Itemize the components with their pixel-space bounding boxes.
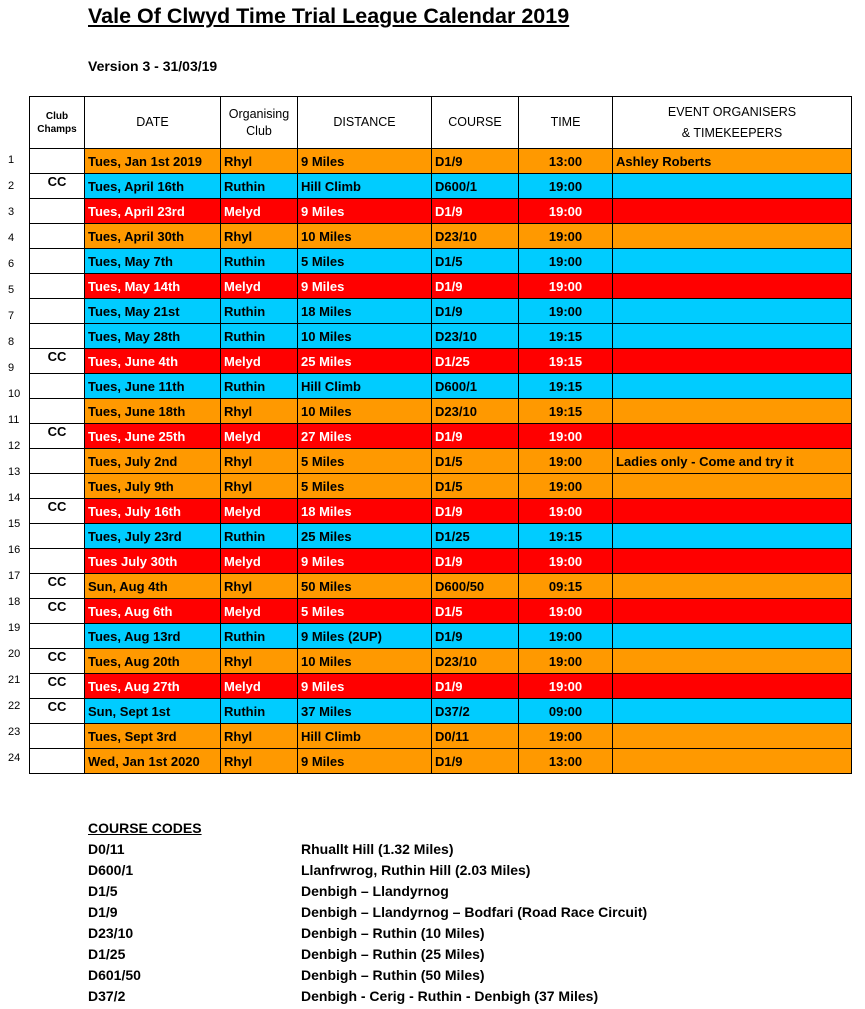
- organiser-cell: [613, 649, 852, 674]
- table-row: [30, 549, 852, 574]
- club-champs-cell: [30, 249, 85, 274]
- distance-cell: 5 Miles: [298, 449, 432, 474]
- club-cell: Ruthin: [221, 699, 298, 724]
- organiser-cell: [613, 599, 852, 624]
- date-cell: Tues, May 14th: [85, 274, 221, 299]
- time-cell: 19:00: [519, 474, 613, 499]
- club-champs-cell: CC: [30, 349, 85, 374]
- course-cell: D23/10: [432, 649, 519, 674]
- organiser-cell: [613, 749, 852, 774]
- club-cell: Melyd: [221, 424, 298, 449]
- club-champs-cell: CC: [30, 174, 85, 199]
- row-number: 6: [8, 258, 15, 270]
- header-organising-line1: Organising: [228, 106, 290, 121]
- club-champs-cell: [30, 274, 85, 299]
- club-cell: Ruthin: [221, 299, 298, 324]
- course-code-row: [88, 902, 648, 923]
- date-cell: Tues, Jan 1st 2019: [85, 149, 221, 174]
- row-number: 24: [8, 752, 21, 764]
- club-champs-cell: [30, 199, 85, 224]
- date-cell: Tues, July 2nd: [85, 449, 221, 474]
- distance-cell: 25 Miles: [298, 524, 432, 549]
- date-cell: Tues, June 18th: [85, 399, 221, 424]
- row-number: 9: [8, 362, 15, 374]
- distance-cell: 37 Miles: [298, 699, 432, 724]
- table-header-row: [30, 97, 852, 149]
- course-code-row: [88, 965, 485, 986]
- club-cell: Ruthin: [221, 249, 298, 274]
- course-codes-section: [88, 818, 648, 1007]
- date-cell: Tues, July 16th: [85, 499, 221, 524]
- time-cell: 19:00: [519, 199, 613, 224]
- date-cell: Tues, May 28th: [85, 324, 221, 349]
- club-champs-cell: CC: [30, 499, 85, 524]
- header-organising-line2: Club: [246, 123, 272, 138]
- date-cell: Sun, Aug 4th: [85, 574, 221, 599]
- organiser-cell: Ladies only - Come and try it: [613, 449, 852, 474]
- header-club-champs-line1: Club: [45, 110, 69, 122]
- date-cell: Tues, June 25th: [85, 424, 221, 449]
- time-cell: 19:00: [519, 224, 613, 249]
- club-champs-cell: CC: [30, 424, 85, 449]
- club-cell: Ruthin: [221, 374, 298, 399]
- table-row: [30, 624, 852, 649]
- table-row: [30, 274, 852, 299]
- date-cell: Tues, Aug 27th: [85, 674, 221, 699]
- club-cell: Rhyl: [221, 224, 298, 249]
- table-row: [30, 149, 852, 174]
- course-description: Denbigh – Llandyrnog: [301, 883, 449, 899]
- club-champs-cell: [30, 324, 85, 349]
- table-row: [30, 249, 852, 274]
- club-champs-cell: [30, 299, 85, 324]
- organiser-cell: [613, 474, 852, 499]
- header-organising-club: [221, 97, 298, 149]
- course-cell: D600/1: [432, 374, 519, 399]
- course-cell: D600/1: [432, 174, 519, 199]
- club-cell: Ruthin: [221, 324, 298, 349]
- date-cell: Tues, April 30th: [85, 224, 221, 249]
- course-description: Denbigh – Ruthin (10 Miles): [301, 925, 485, 941]
- course-code-row: [88, 860, 531, 881]
- course-description: Denbigh – Ruthin (50 Miles): [301, 967, 485, 983]
- distance-cell: 10 Miles: [298, 399, 432, 424]
- course-cell: D1/5: [432, 599, 519, 624]
- time-cell: 09:15: [519, 574, 613, 599]
- course-code: D0/11: [88, 841, 125, 857]
- club-cell: Rhyl: [221, 574, 298, 599]
- distance-cell: Hill Climb: [298, 374, 432, 399]
- row-number: 8: [8, 336, 15, 348]
- time-cell: 19:00: [519, 424, 613, 449]
- time-cell: 19:00: [519, 274, 613, 299]
- course-code: D1/9: [88, 904, 118, 920]
- course-code: D1/25: [88, 946, 126, 962]
- club-champs-cell: [30, 449, 85, 474]
- club-cell: Ruthin: [221, 524, 298, 549]
- time-cell: 19:15: [519, 349, 613, 374]
- date-cell: Tues, Aug 20th: [85, 649, 221, 674]
- club-champs-cell: CC: [30, 574, 85, 599]
- distance-cell: 9 Miles: [298, 274, 432, 299]
- header-club-champs-line2: Champs: [37, 123, 77, 135]
- course-code-row: [88, 944, 485, 965]
- time-cell: 13:00: [519, 149, 613, 174]
- time-cell: 09:00: [519, 699, 613, 724]
- time-cell: 19:15: [519, 324, 613, 349]
- club-cell: Ruthin: [221, 624, 298, 649]
- time-cell: 19:00: [519, 174, 613, 199]
- course-description: Denbigh - Cerig - Ruthin - Denbigh (37 Miles): [301, 988, 599, 1004]
- club-cell: Rhyl: [221, 474, 298, 499]
- header-distance: DISTANCE: [298, 97, 432, 149]
- club-champs-cell: CC: [30, 649, 85, 674]
- course-cell: D1/9: [432, 274, 519, 299]
- organiser-cell: [613, 724, 852, 749]
- club-cell: Rhyl: [221, 649, 298, 674]
- organiser-cell: [613, 299, 852, 324]
- organiser-cell: [613, 674, 852, 699]
- course-cell: D1/9: [432, 749, 519, 774]
- table-row: [30, 449, 852, 474]
- club-champs-cell: [30, 149, 85, 174]
- organiser-cell: [613, 174, 852, 199]
- row-number: 10: [8, 388, 21, 400]
- distance-cell: 10 Miles: [298, 649, 432, 674]
- organiser-cell: [613, 699, 852, 724]
- row-number: 15: [8, 518, 21, 530]
- date-cell: Tues July 30th: [85, 549, 221, 574]
- date-cell: Tues, April 16th: [85, 174, 221, 199]
- distance-cell: 9 Miles (2UP): [298, 624, 432, 649]
- date-cell: Wed, Jan 1st 2020: [85, 749, 221, 774]
- row-number: 20: [8, 648, 21, 660]
- time-cell: 19:00: [519, 724, 613, 749]
- time-cell: 19:15: [519, 399, 613, 424]
- organiser-cell: [613, 199, 852, 224]
- calendar-body: [30, 149, 852, 774]
- club-cell: Melyd: [221, 674, 298, 699]
- club-cell: Melyd: [221, 274, 298, 299]
- club-cell: Melyd: [221, 499, 298, 524]
- course-code: D37/2: [88, 988, 126, 1004]
- table-row: [30, 299, 852, 324]
- club-cell: Rhyl: [221, 149, 298, 174]
- table-row: [30, 724, 852, 749]
- club-champs-cell: [30, 624, 85, 649]
- distance-cell: 9 Miles: [298, 149, 432, 174]
- time-cell: 19:00: [519, 299, 613, 324]
- course-code-row: [88, 839, 454, 860]
- club-champs-cell: CC: [30, 699, 85, 724]
- row-number: 17: [8, 570, 21, 582]
- distance-cell: 5 Miles: [298, 474, 432, 499]
- date-cell: Tues, May 7th: [85, 249, 221, 274]
- distance-cell: 5 Miles: [298, 249, 432, 274]
- row-number: 22: [8, 700, 21, 712]
- course-cell: D1/5: [432, 449, 519, 474]
- course-cell: D23/10: [432, 324, 519, 349]
- course-cell: D1/9: [432, 299, 519, 324]
- time-cell: 19:15: [519, 374, 613, 399]
- course-cell: D1/5: [432, 474, 519, 499]
- time-cell: 19:00: [519, 449, 613, 474]
- row-number: 1: [8, 154, 15, 166]
- time-cell: 19:00: [519, 499, 613, 524]
- club-champs-cell: [30, 724, 85, 749]
- course-cell: D1/25: [432, 349, 519, 374]
- club-champs-cell: CC: [30, 674, 85, 699]
- date-cell: Tues, July 9th: [85, 474, 221, 499]
- organiser-cell: [613, 224, 852, 249]
- date-cell: Tues, July 23rd: [85, 524, 221, 549]
- course-cell: D600/50: [432, 574, 519, 599]
- club-cell: Ruthin: [221, 174, 298, 199]
- table-row: [30, 349, 852, 374]
- club-cell: Rhyl: [221, 449, 298, 474]
- organiser-cell: [613, 399, 852, 424]
- row-number: 12: [8, 440, 21, 452]
- row-number: 21: [8, 674, 21, 686]
- course-cell: D1/9: [432, 499, 519, 524]
- organiser-cell: [613, 349, 852, 374]
- version-label: Version 3 - 31/03/19: [88, 58, 218, 74]
- course-cell: D1/9: [432, 424, 519, 449]
- course-code-row: [88, 986, 599, 1007]
- row-number: 4: [8, 232, 15, 244]
- time-cell: 19:00: [519, 649, 613, 674]
- table-row: [30, 199, 852, 224]
- course-cell: D1/9: [432, 149, 519, 174]
- time-cell: 19:00: [519, 549, 613, 574]
- distance-cell: 5 Miles: [298, 599, 432, 624]
- date-cell: Tues, May 21st: [85, 299, 221, 324]
- organiser-cell: [613, 424, 852, 449]
- organiser-cell: [613, 624, 852, 649]
- distance-cell: 50 Miles: [298, 574, 432, 599]
- club-champs-cell: [30, 224, 85, 249]
- table-row: [30, 674, 852, 699]
- table-row: [30, 399, 852, 424]
- row-number: 18: [8, 596, 21, 608]
- row-number: 13: [8, 466, 21, 478]
- row-number: 19: [8, 622, 21, 634]
- club-champs-cell: [30, 374, 85, 399]
- course-codes-list: [88, 839, 648, 1007]
- club-champs-cell: [30, 549, 85, 574]
- course-code: D601/50: [88, 967, 141, 983]
- course-codes-title: COURSE CODES: [88, 820, 202, 836]
- club-cell: Melyd: [221, 599, 298, 624]
- header-course: COURSE: [432, 97, 519, 149]
- course-code-row: [88, 881, 449, 902]
- organiser-cell: [613, 574, 852, 599]
- header-time: TIME: [519, 97, 613, 149]
- header-date: DATE: [85, 97, 221, 149]
- row-number: 11: [8, 414, 20, 426]
- date-cell: Sun, Sept 1st: [85, 699, 221, 724]
- organiser-cell: [613, 499, 852, 524]
- organiser-cell: [613, 524, 852, 549]
- distance-cell: 25 Miles: [298, 349, 432, 374]
- table-row: [30, 174, 852, 199]
- table-row: [30, 749, 852, 774]
- course-cell: D37/2: [432, 699, 519, 724]
- club-champs-cell: [30, 749, 85, 774]
- course-cell: D23/10: [432, 224, 519, 249]
- course-description: Denbigh – Llandyrnog – Bodfari (Road Race Circuit): [301, 904, 648, 920]
- table-row: [30, 424, 852, 449]
- course-cell: D1/5: [432, 249, 519, 274]
- table-row: [30, 499, 852, 524]
- distance-cell: 9 Miles: [298, 674, 432, 699]
- organiser-cell: [613, 324, 852, 349]
- row-number: 7: [8, 310, 15, 322]
- course-cell: D1/9: [432, 199, 519, 224]
- row-number: 3: [8, 206, 15, 218]
- distance-cell: Hill Climb: [298, 174, 432, 199]
- page-title: Vale Of Clwyd Time Trial League Calendar 2019: [88, 4, 570, 28]
- table-row: [30, 599, 852, 624]
- distance-cell: 10 Miles: [298, 224, 432, 249]
- club-cell: Melyd: [221, 199, 298, 224]
- club-champs-cell: CC: [30, 599, 85, 624]
- date-cell: Tues, Sept 3rd: [85, 724, 221, 749]
- row-number: 16: [8, 544, 21, 556]
- time-cell: 19:00: [519, 599, 613, 624]
- distance-cell: Hill Climb: [298, 724, 432, 749]
- date-cell: Tues, June 11th: [85, 374, 221, 399]
- table-row: [30, 699, 852, 724]
- club-champs-cell: [30, 399, 85, 424]
- table-row: [30, 574, 852, 599]
- course-code: D23/10: [88, 925, 134, 941]
- distance-cell: 9 Miles: [298, 749, 432, 774]
- table-row: [30, 224, 852, 249]
- table-row: [30, 649, 852, 674]
- club-champs-cell: [30, 474, 85, 499]
- distance-cell: 18 Miles: [298, 499, 432, 524]
- course-description: Llanfrwrog, Ruthin Hill (2.03 Miles): [301, 862, 531, 878]
- table-row: [30, 474, 852, 499]
- course-cell: D1/25: [432, 524, 519, 549]
- course-cell: D1/9: [432, 549, 519, 574]
- organiser-cell: [613, 249, 852, 274]
- header-organisers: [613, 97, 852, 149]
- club-cell: Rhyl: [221, 724, 298, 749]
- course-code: D1/5: [88, 883, 118, 899]
- time-cell: 19:00: [519, 249, 613, 274]
- distance-cell: 27 Miles: [298, 424, 432, 449]
- organiser-cell: [613, 549, 852, 574]
- course-code: D600/1: [88, 862, 134, 878]
- course-cell: D1/9: [432, 674, 519, 699]
- club-champs-cell: [30, 524, 85, 549]
- course-cell: D0/11: [432, 724, 519, 749]
- date-cell: Tues, Aug 6th: [85, 599, 221, 624]
- distance-cell: 9 Miles: [298, 199, 432, 224]
- course-description: Rhuallt Hill (1.32 Miles): [301, 841, 454, 857]
- header-organisers-line2: & TIMEKEEPERS: [681, 125, 783, 140]
- header-club-champs: [30, 97, 85, 149]
- time-cell: 19:00: [519, 624, 613, 649]
- time-cell: 19:00: [519, 674, 613, 699]
- table-row: [30, 374, 852, 399]
- organiser-cell: [613, 374, 852, 399]
- course-cell: D23/10: [432, 399, 519, 424]
- row-number: 14: [8, 492, 21, 504]
- time-cell: 13:00: [519, 749, 613, 774]
- distance-cell: 9 Miles: [298, 549, 432, 574]
- row-number: 2: [8, 180, 15, 192]
- header-organisers-line1: EVENT ORGANISERS: [667, 104, 797, 119]
- course-description: Denbigh – Ruthin (25 Miles): [301, 946, 485, 962]
- date-cell: Tues, June 4th: [85, 349, 221, 374]
- club-cell: Rhyl: [221, 749, 298, 774]
- date-cell: Tues, April 23rd: [85, 199, 221, 224]
- course-cell: D1/9: [432, 624, 519, 649]
- club-cell: Rhyl: [221, 399, 298, 424]
- club-cell: Melyd: [221, 349, 298, 374]
- row-number: 5: [8, 284, 15, 296]
- date-cell: Tues, Aug 13rd: [85, 624, 221, 649]
- distance-cell: 18 Miles: [298, 299, 432, 324]
- club-cell: Melyd: [221, 549, 298, 574]
- table-row: [30, 324, 852, 349]
- calendar-table: [29, 96, 852, 774]
- distance-cell: 10 Miles: [298, 324, 432, 349]
- row-number: 23: [8, 726, 21, 738]
- table-row: [30, 524, 852, 549]
- organiser-cell: [613, 274, 852, 299]
- course-code-row: [88, 923, 485, 944]
- time-cell: 19:15: [519, 524, 613, 549]
- organiser-cell: Ashley Roberts: [613, 149, 852, 174]
